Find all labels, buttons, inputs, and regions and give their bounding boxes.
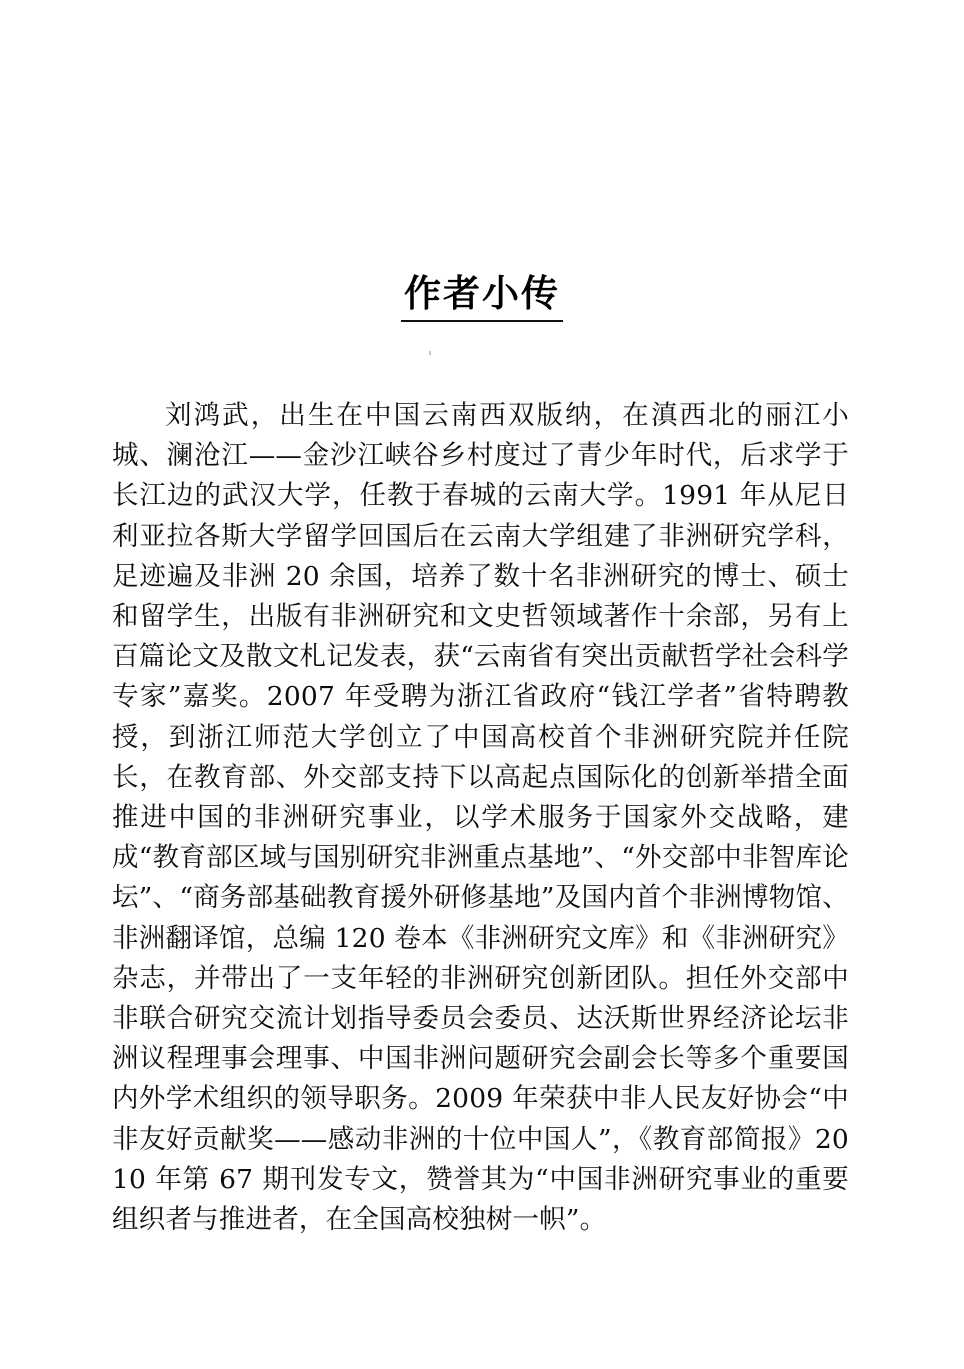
- body-text-block: [112, 396, 849, 1240]
- title-block: [0, 272, 964, 322]
- biography-paragraph: 刘鸿武，出生在中国云南西双版纳，在滇西北的丽江小城、澜沧江——金沙江峡谷乡村度过了青少年时代，后求学于长江边的武汉大学，任教于春城的云南大学。1991 年从尼日利亚拉各斯大学留学回国后在云南大学组建了非洲研究学科，足迹遍及非洲 20 余国，培养了数十名非洲研究的博士、硕士和留学生，出版有非洲研究和文史哲领域著作十余部，另有上百篇论文及散文札记发表，获“云南省有突出贡献哲学社会科学专家”嘉奖。2007 年受聘为浙江省政府“钱江学者”省特聘教授，到浙江师范大学创立了中国高校首个非洲研究院并任院长，在教育部、外交部支持下以高起点国际化的创新举措全面推进中国的非洲研究事业，以学术服务于国家外交战略，建成“教育部区域与国别研究非洲重点基地”、“外交部中非智库论坛”、“商务部基础教育援外研修基地”及国内首个非洲博物馆、非洲翻译馆，总编 120 卷本《非洲研究文库》和《非洲研究》杂志，并带出了一支年轻的非洲研究创新团队。担任外交部中非联合研究交流计划指导委员会委员、达沃斯世界经济论坛非洲议程理事会理事、中国非洲问题研究会副会长等多个重要国内外学术组织的领导职务。2009 年荣获中非人民友好协会“中非友好贡献奖——感动非洲的十位中国人”，《教育部简报》2010 年第 67 期刊发专文，赞誉其为“中国非洲研究事业的重要组织者与推进者，在全国高校独树一帜”。: [112, 400, 849, 1236]
- scan-artifact-speck: [429, 351, 431, 355]
- page-title: 作者小传: [401, 272, 563, 322]
